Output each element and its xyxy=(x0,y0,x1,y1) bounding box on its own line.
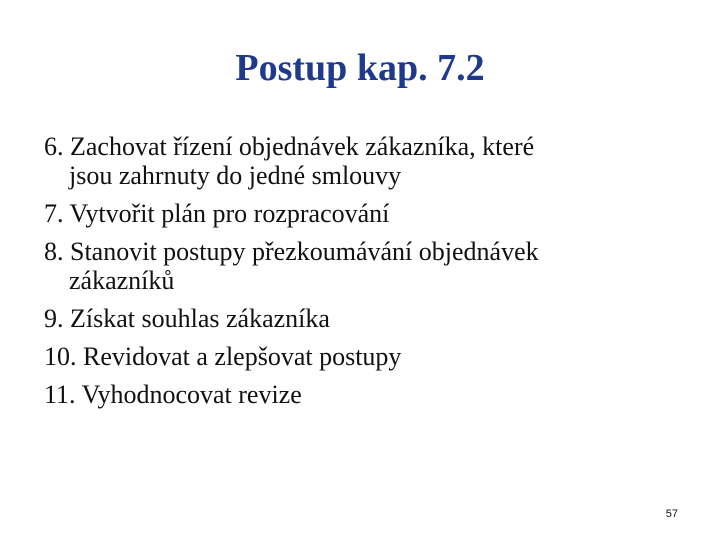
list-item-line: 11. Vyhodnocovat revize xyxy=(44,380,302,409)
list-item xyxy=(44,380,684,409)
list-item xyxy=(44,304,684,333)
page-number: 57 xyxy=(665,508,678,520)
list-item xyxy=(44,132,684,190)
list-item-line: 8. Stanovit postupy přezkoumávání objednávek xyxy=(44,237,539,266)
list-item-line: 7. Vytvořit plán pro rozpracování xyxy=(44,199,390,228)
list-item-line: 6. Zachovat řízení objednávek zákazníka, které xyxy=(44,132,535,161)
slide-title-text: Postup kap. 7.2 xyxy=(235,47,485,89)
bullet-list xyxy=(44,132,684,418)
list-item-continuation: jsou zahrnuty do jedné smlouvy xyxy=(69,161,402,190)
list-item-line: 9. Získat souhlas zákazníka xyxy=(44,304,330,333)
list-item-line: 10. Revidovat a zlepšovat postupy xyxy=(44,342,402,371)
list-item xyxy=(44,199,684,228)
list-item-continuation: zákazníků xyxy=(69,266,175,295)
slide-title xyxy=(0,44,720,92)
list-item xyxy=(44,342,684,371)
list-item xyxy=(44,237,684,295)
